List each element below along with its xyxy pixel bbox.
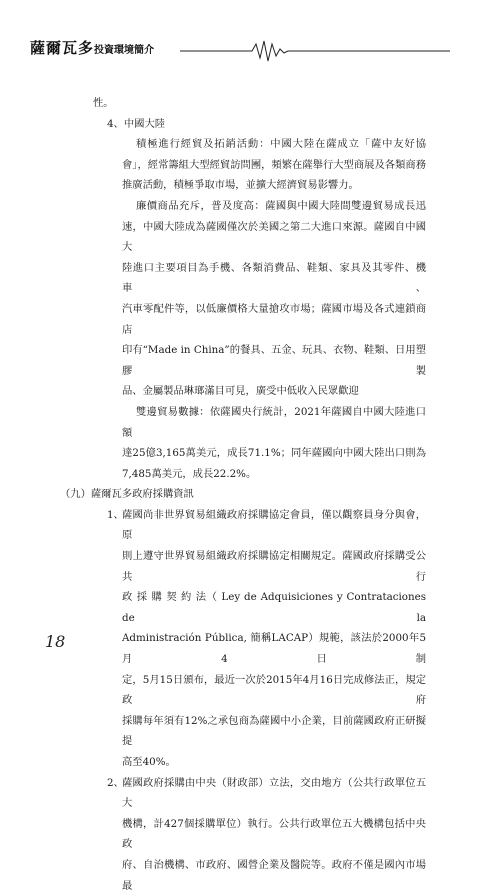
numbered-item-1 [60,505,426,773]
text-line: 機構，計427個採購單位）執行。公共行政單位五大機構包括中央政 [122,817,426,851]
text-line: 推廣活動，積極爭取市場，並擴大經濟貿易影響力。 [122,179,359,192]
text-line: 高至40%。 [122,756,176,768]
text-line: 雙邊貿易數據：依薩國央行統計，2021年薩國自中國大陸進口額 [122,405,426,439]
text-line: 廉價商品充斥，普及度高：薩國與中國大陸間雙邊貿易成長迅 [136,199,426,212]
paragraph-cheap-goods [60,196,426,402]
item-number: 2、 [107,776,124,789]
text-line: 政 採 購 契 約 法（ Ley de Adquisiciones y Contrataciones de la [122,591,426,624]
text-line: 薩國政府採購由中央（財政部）立法，交由地方（公共行政單位五大 [122,776,426,810]
item-number: 1、 [107,508,124,521]
text-line: 印有“Made in China”的餐具、五金、玩具、衣物、鞋類、日用塑膠製 [122,344,426,377]
text-line: 陸進口主要項目為手機、各類消費品、鞋類、家具及其零件、機車、 [122,261,426,295]
header-title [30,37,154,58]
numbered-item-2 [60,773,426,896]
item-heading-china: 4、中國大陸 [107,117,166,130]
page-number: 18 [45,632,66,651]
text-line: Administración Pública, 簡稱LACAP）規範，該法於2000年5月4日制 [122,632,426,666]
text-line: 汽車零配件等，以低廉價格大量搶攻市場；薩國市場及各式連鎖商店 [122,302,426,336]
text-line: 定，5月15日頒布，最近一次於2015年4月16日完成修法正，規定政府 [122,673,426,707]
text-line: 速，中國大陸成為薩國僅次於美國之第二大進口來源。薩國自中國大 [122,220,426,254]
text-line: 則上遵守世界貿易組織政府採購協定相關規定。薩國政府採購受公共行 [122,550,426,583]
text-line: 積極進行經貿及拓銷活動：中國大陸在薩成立「薩中友好協 [136,138,426,151]
page-body [60,93,426,896]
text-line: 達25億3,165萬美元，成長71.1%；同年薩國向中國大陸出口則為 [122,447,426,460]
header-title-main: 薩爾瓦多 [30,39,95,57]
running-header [30,35,450,65]
text-line: 採購每年須有12%之承包商為薩國中小企業，目前薩國政府正研擬提 [122,714,426,748]
text-line: 會」，經常籌組大型經貿訪問團，頻繁在薩舉行大型商展及各類商務 [122,158,426,171]
text-line: 薩國尚非世界貿易組織政府採購協定會員，僅以觀察員身分與會，原 [122,508,426,542]
paragraph-trade-data [60,402,426,484]
section-heading-procurement: （九）薩爾瓦多政府採購資訊 [60,488,194,501]
text-line: 府、自治機構、市政府、國營企業及醫院等。政府不僅是國內市場最 [122,858,426,892]
header-title-sub: 投資環境簡介 [94,45,155,56]
continued-line: 性。 [93,97,114,109]
paragraph-trade-promotion [60,134,426,196]
text-line: 品、金屬製品琳瑯滿目可見，廣受中低收入民眾歡迎 [122,385,359,398]
text-line: 7,485萬美元，成長22.2%。 [122,467,257,480]
